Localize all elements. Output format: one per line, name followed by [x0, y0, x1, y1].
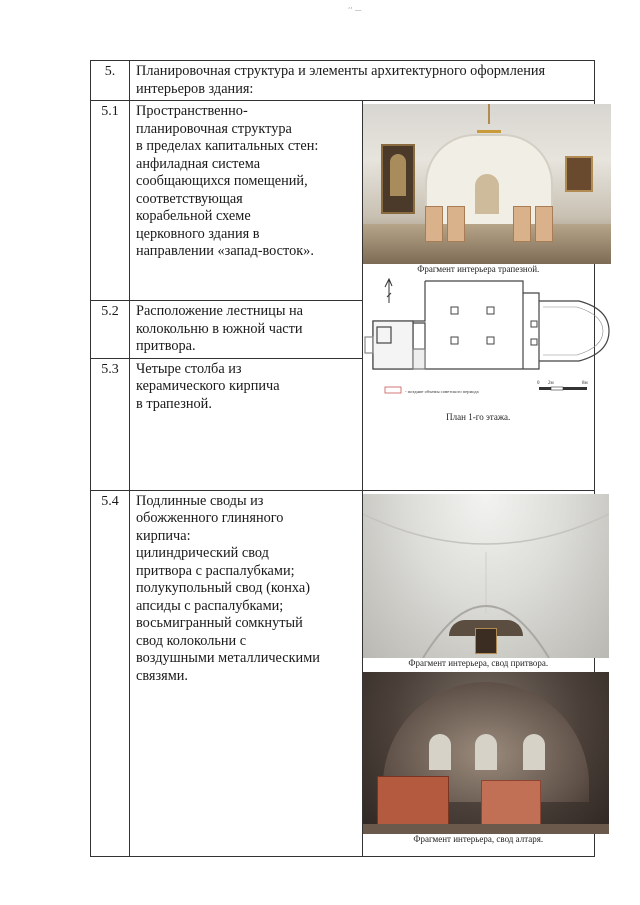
bench	[535, 206, 553, 242]
text-line: свод колокольни с	[136, 632, 247, 649]
text-line: Четыре столба из	[136, 360, 242, 377]
plan-legend: - поздние объемы советского периода	[404, 389, 479, 394]
item-number: 5.2	[91, 301, 130, 359]
text-line: в трапезной.	[136, 395, 212, 412]
icon-left	[381, 144, 415, 214]
text-line: анфиладная система	[136, 155, 261, 172]
row-5-4	[91, 490, 595, 856]
text-line: в пределах капитальных стен:	[136, 138, 319, 154]
refectory-photo	[363, 104, 611, 264]
text-line: кирпича:	[136, 527, 191, 544]
plan-caption: План 1-го этажа.	[446, 412, 511, 422]
altar-vault-photo	[363, 672, 609, 834]
item-number: 5.4	[91, 490, 130, 856]
floor	[363, 224, 611, 264]
item-text	[130, 358, 363, 490]
row-5-1	[91, 101, 595, 301]
bench	[425, 206, 443, 242]
text-line: притвора.	[136, 338, 196, 354]
text-line: церковного здания в	[136, 225, 260, 242]
document-table	[90, 60, 595, 857]
window	[523, 734, 545, 770]
item-text	[130, 301, 363, 359]
text-line: связями.	[136, 667, 188, 684]
icon-right	[565, 156, 593, 192]
figure-cell-refectory-plan	[362, 101, 595, 491]
scan-mark: ‘‘ —	[348, 6, 362, 14]
text-line: планировочная структура	[136, 120, 292, 137]
legend-swatch	[385, 387, 401, 393]
section-row	[91, 61, 595, 101]
text-line: Расположение лестницы на	[136, 303, 303, 319]
narthex-vault-photo	[363, 494, 609, 658]
floor-plan-drawing	[363, 277, 611, 405]
icon-center	[475, 628, 497, 654]
text-line: обожженного глиняного	[136, 510, 284, 526]
altar-table	[481, 780, 541, 826]
window	[475, 734, 497, 770]
floor	[363, 824, 609, 834]
text-line: керамического кирпича	[136, 378, 280, 394]
bench	[513, 206, 531, 242]
text-line: цилиндрический свод	[136, 545, 269, 561]
text-line: направлении «запад-восток».	[136, 243, 314, 259]
text-line: сообщающихся помещений,	[136, 173, 308, 189]
text-line: восьмигранный сомкнутый	[136, 615, 303, 631]
text-line: Пространственно-	[136, 103, 248, 119]
text-line: корабельной схеме	[136, 208, 251, 224]
text-line: соответствующая	[136, 190, 243, 207]
item-text	[130, 101, 363, 301]
scale-bar	[537, 381, 589, 390]
item-number: 5.1	[91, 101, 130, 301]
brick-wall	[377, 776, 449, 826]
text-line: воздушными металлическими	[136, 650, 320, 666]
narthex-caption: Фрагмент интерьера, свод притвора.	[408, 657, 549, 668]
item-number: 5.3	[91, 358, 130, 490]
text-line: притвора с распалубками;	[136, 562, 295, 579]
doorway	[475, 174, 499, 214]
item-text	[130, 490, 363, 856]
window	[429, 734, 451, 770]
altar-caption: Фрагмент интерьера, свод алтаря.	[413, 833, 544, 844]
chandelier	[477, 108, 501, 133]
refectory-caption: Фрагмент интерьера трапезной.	[417, 264, 540, 274]
scale-label: 2м	[547, 381, 554, 386]
north-arrow-icon	[385, 279, 392, 303]
bench	[447, 206, 465, 242]
section-number: 5.	[91, 61, 130, 101]
figure-cell-vaults	[362, 490, 595, 856]
text-line: Подлинные своды из	[136, 492, 264, 509]
scale-label: 8м	[581, 381, 588, 386]
text-line: полукупольный свод (конха)	[136, 580, 310, 596]
scale-label: 0	[536, 381, 539, 386]
section-title: Планировочная структура и элементы архитектурного оформления интерьеров здания:	[130, 61, 595, 101]
text-line: колокольню в южной части	[136, 320, 303, 337]
text-line: апсиды с распалубками;	[136, 597, 284, 614]
